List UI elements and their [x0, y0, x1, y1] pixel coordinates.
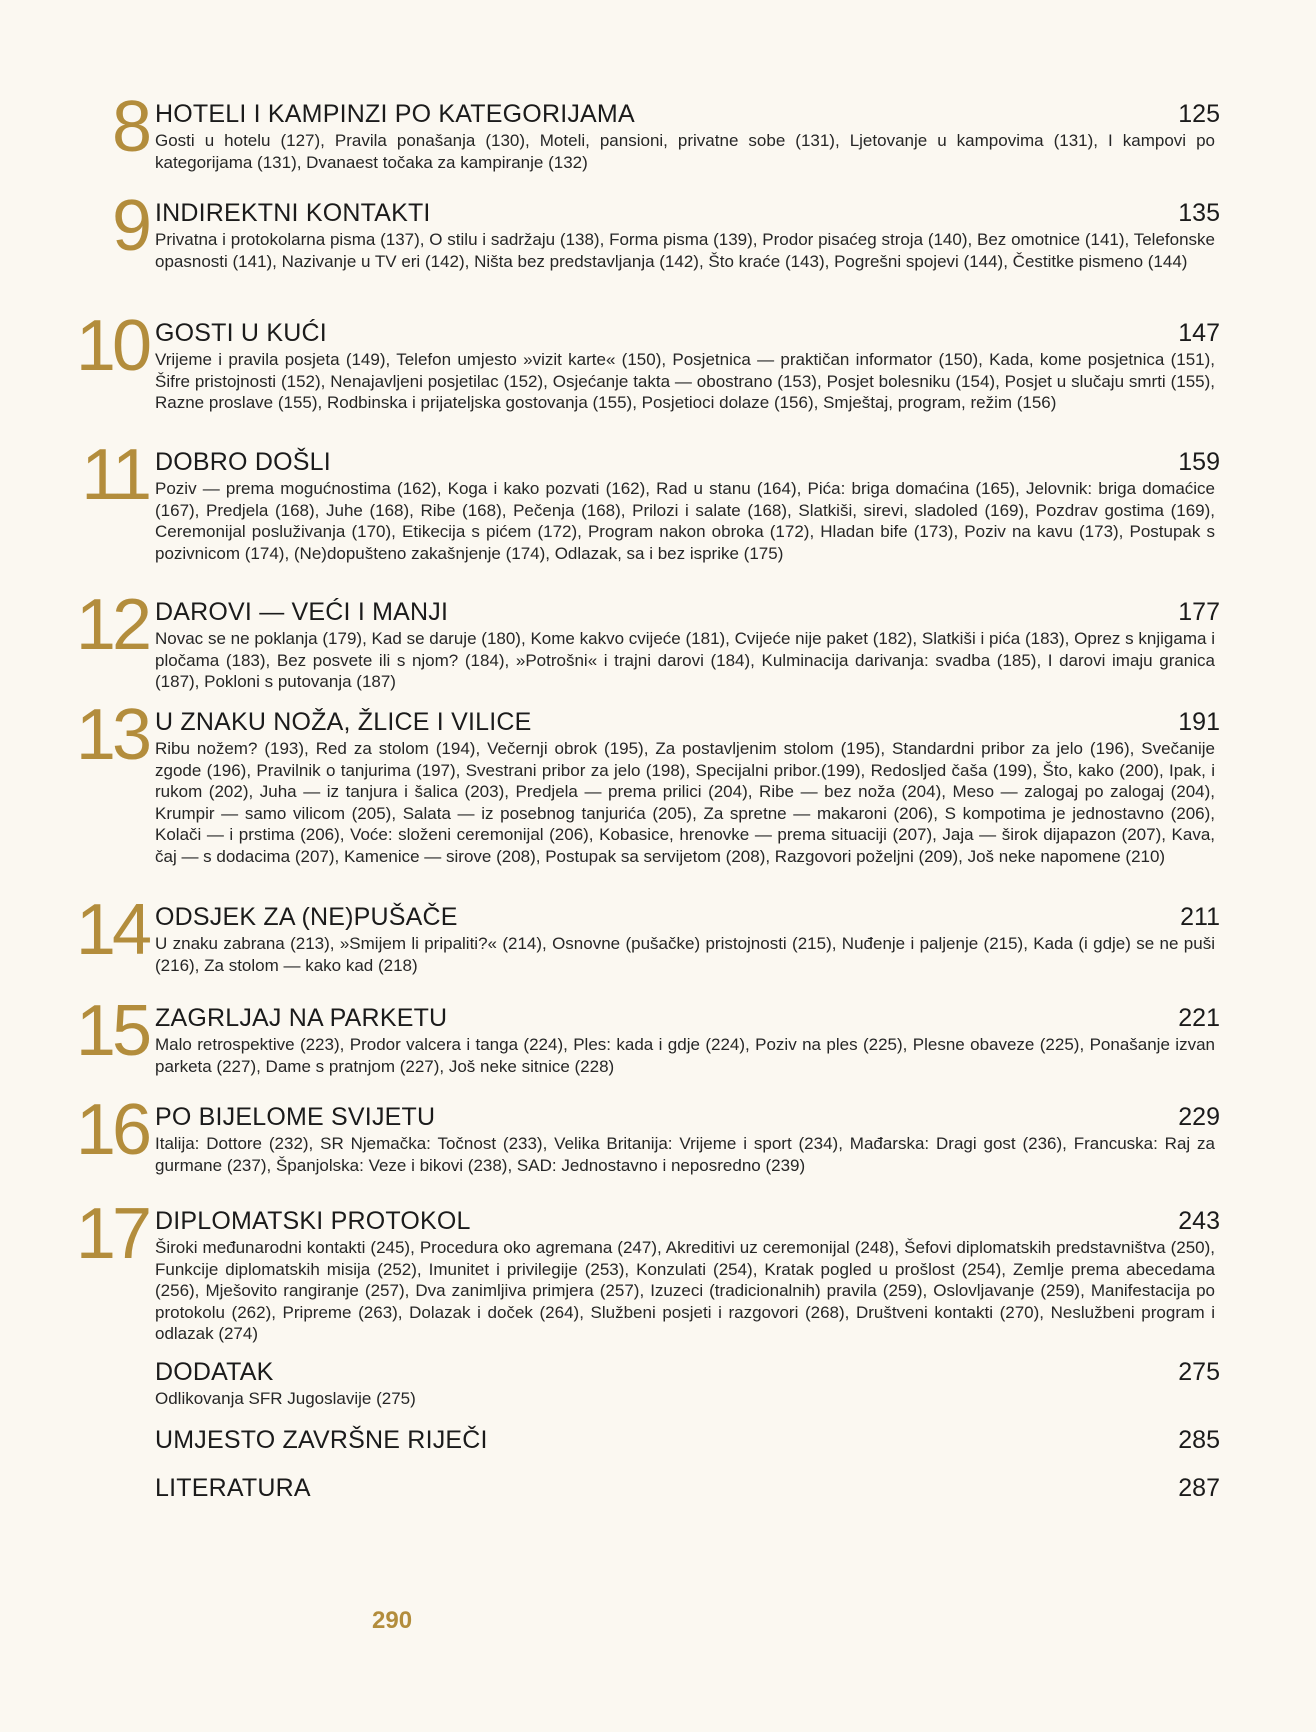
chapter-number: 17	[75, 1194, 148, 1274]
appendix-heading	[155, 1473, 1220, 1503]
chapter-page-number: 229	[1178, 1103, 1220, 1131]
chapter-title: DOBRO DOŠLI	[155, 448, 331, 476]
appendix-title: UMJESTO ZAVRŠNE RIJEČI	[155, 1426, 488, 1454]
chapter-number: 8	[111, 87, 148, 167]
chapter-heading	[155, 447, 1220, 477]
chapter-subsections: Poziv — prema mogućnostima (162), Koga i kako pozvati (162), Rad u stanu (164), Pića: briga domaćina (165), Jelovnik: briga domaćice (167), Predjela (168), Juhe (168), Ribe (168), Pečenja (168), Prilozi i salate (168), Slatkiši, sirevi, sladoled (169), Pozdrav gostima (169), Ceremonijal posluživanja (170), Etikecija s pićem (172), Program nakon obroka (172), Hladan bife (173), Poziv na kavu (173), Postupak s pozivnicom (174), (Ne)dopušteno zakašnjenje (174), Odlazak, sa i bez isprike (175)	[155, 479, 1215, 563]
chapter-page-number: 135	[1178, 199, 1220, 227]
chapter-title: DIPLOMATSKI PROTOKOL	[155, 1207, 471, 1235]
chapter-page-number: 243	[1178, 1207, 1220, 1235]
chapter-number: 11	[81, 435, 148, 515]
chapter-page-number: 221	[1178, 1004, 1220, 1032]
chapter-page-number: 177	[1178, 598, 1220, 626]
chapter-heading	[155, 1206, 1220, 1236]
page-number: 290	[372, 1607, 413, 1634]
chapter-title: INDIREKTNI KONTAKTI	[155, 199, 431, 227]
chapter-heading	[155, 902, 1220, 932]
chapter-subsections: U znaku zabrana (213), »Smijem li pripaliti?« (214), Osnovne (pušačke) pristojnosti (215), Nuđenje i paljenje (215), Kada (i gdje) se ne puši (216), Za stolom — kako kad (218)	[155, 934, 1215, 975]
chapter-title: PO BIJELOME SVIJETU	[155, 1103, 436, 1131]
chapter-subsections: Malo retrospektive (223), Prodor valcera i tanga (224), Ples: kada i gdje (224), Poziv na ples (225), Plesne obaveze (225), Ponašanje izvan parketa (227), Dame s pratnjom (227), Još neke sitnice (228)	[155, 1035, 1215, 1076]
chapter-page-number: 211	[1180, 903, 1220, 931]
appendix-heading	[155, 1425, 1220, 1455]
chapter-page-number: 191	[1178, 708, 1220, 736]
chapter-number: 15	[75, 991, 148, 1071]
appendix-page-number: 285	[1178, 1426, 1220, 1454]
appendix-page-number: 275	[1178, 1358, 1220, 1386]
chapter-heading	[155, 318, 1220, 348]
chapter-heading	[155, 99, 1220, 129]
chapter-page-number: 159	[1178, 448, 1220, 476]
appendix-heading	[155, 1357, 1220, 1387]
chapter-heading	[155, 597, 1220, 627]
chapter-heading	[155, 198, 1220, 228]
appendix-title: LITERATURA	[155, 1474, 311, 1502]
chapter-title: GOSTI U KUĆI	[155, 319, 327, 347]
chapter-title: U ZNAKU NOŽA, ŽLICE I VILICE	[155, 708, 532, 736]
appendix-page-number: 287	[1178, 1474, 1220, 1502]
chapter-number: 12	[75, 585, 148, 665]
chapter-heading	[155, 1003, 1220, 1033]
chapter-subsections: Široki međunarodni kontakti (245), Procedura oko agremana (247), Akreditivi uz ceremonijal (248), Šefovi diplomatskih predstavništva (250), Funkcije diplomatskih misija (252), Imunitet i privilegije (253), Konzulati (254), Kratak pogled u prošlost (254), Zemlje prema abecedama (256), Mješovito rangiranje (257), Dva zanimljiva primjera (257), Izuzeci (tradicionalnih) pravila (259), Oslovljavanje (259), Manifestacija po protokolu (262), Pripreme (263), Dolazak i doček (264), Službeni posjeti i razgovori (268), Društveni kontakti (270), Neslužbeni program i odlazak (274)	[155, 1238, 1215, 1343]
appendix-title: DODATAK	[155, 1358, 274, 1386]
chapter-number: 14	[75, 890, 148, 970]
chapter-title: ZAGRLJAJ NA PARKETU	[155, 1004, 448, 1032]
chapter-subsections: Gosti u hotelu (127), Pravila ponašanja (130), Moteli, pansioni, privatne sobe (131), Ljetovanje u kampovima (131), I kampovi po kategorijama (131), Dvanaest točaka za kampiranje (132)	[155, 131, 1215, 172]
chapter-title: DAROVI — VEĆI I MANJI	[155, 598, 449, 626]
chapter-number: 13	[75, 695, 148, 775]
chapter-number: 9	[111, 186, 148, 266]
chapter-page-number: 147	[1178, 319, 1220, 347]
chapter-page-number: 125	[1178, 100, 1220, 128]
chapter-subsections: Ribu nožem? (193), Red za stolom (194), Večernji obrok (195), Za postavljenim stolom (195), Standardni pribor za jelo (196), Svečanije zgode (196), Pravilnik o tanjurima (197), Svestrani pribor za jelo (198), Specijalni pribor.(199), Redosljed čaša (199), Što, kako (200), Ipak, i rukom (202), Juha — iz tanjura i šalica (203), Predjela — prema prilici (204), Ribe — bez noža (204), Meso — zalogaj po zalogaj (204), Krumpir — samo vilicom (205), Salata — iz posebnog tanjurića (205), Za spretne — makaroni (206), S kompotima je jednostavno (206), Kolači — i prstima (206), Voće: složeni ceremonijal (206), Kobasice, hrenovke — prema situaciji (207), Jaja — širok dijapazon (207), Kava, čaj — s dodacima (207), Kamenice — sirove (208), Postupak sa servijetom (208), Razgovori poželjni (209), Još neke napomene (210)	[155, 739, 1215, 866]
chapter-number: 16	[75, 1090, 148, 1170]
chapter-subsections: Novac se ne poklanja (179), Kad se daruje (180), Kome kakvo cvijeće (181), Cvijeće nije paket (182), Slatkiši i pića (183), Oprez s knjigama i pločama (183), Bez posvete ili s njom? (184), »Potrošni« i trajni darovi (184), Kulminacija darivanja: svadba (185), I darovi imaju granica (187), Pokloni s putovanja (187)	[155, 629, 1215, 691]
chapter-subsections: Privatna i protokolarna pisma (137), O stilu i sadržaju (138), Forma pisma (139), Prodor pisaćeg stroja (140), Bez omotnice (141), Telefonske opasnosti (141), Nazivanje u TV eri (142), Ništa bez predstavljanja (142), Što kraće (143), Pogrešni spojevi (144), Čestitke pismeno (144)	[155, 230, 1215, 271]
chapter-subsections: Vrijeme i pravila posjeta (149), Telefon umjesto »vizit karte« (150), Posjetnica — praktičan informator (150), Kada, kome posjetnica (151), Šifre pristojnosti (152), Nenajavljeni posjetilac (152), Osjećanje takta — obostrano (153), Posjet bolesniku (154), Posjet u slučaju smrti (155), Razne proslave (155), Rodbinska i prijateljska gostovanja (155), Posjetioci dolaze (156), Smještaj, program, režim (156)	[155, 350, 1215, 412]
chapter-number: 10	[75, 306, 148, 386]
chapter-subsections: Italija: Dottore (232), SR Njemačka: Točnost (233), Velika Britanija: Vrijeme i sport (234), Mađarska: Dragi gost (236), Francuska: Raj za gurmane (237), Španjolska: Veze i bikovi (238), SAD: Jednostavno i neposredno (239)	[155, 1134, 1215, 1175]
chapter-title: ODSJEK ZA (NE)PUŠAČE	[155, 903, 458, 931]
chapter-title: HOTELI I KAMPINZI PO KATEGORIJAMA	[155, 100, 635, 128]
chapter-heading	[155, 1102, 1220, 1132]
chapter-heading	[155, 707, 1220, 737]
appendix-subsections: Odlikovanja SFR Jugoslavije (275)	[155, 1389, 416, 1408]
